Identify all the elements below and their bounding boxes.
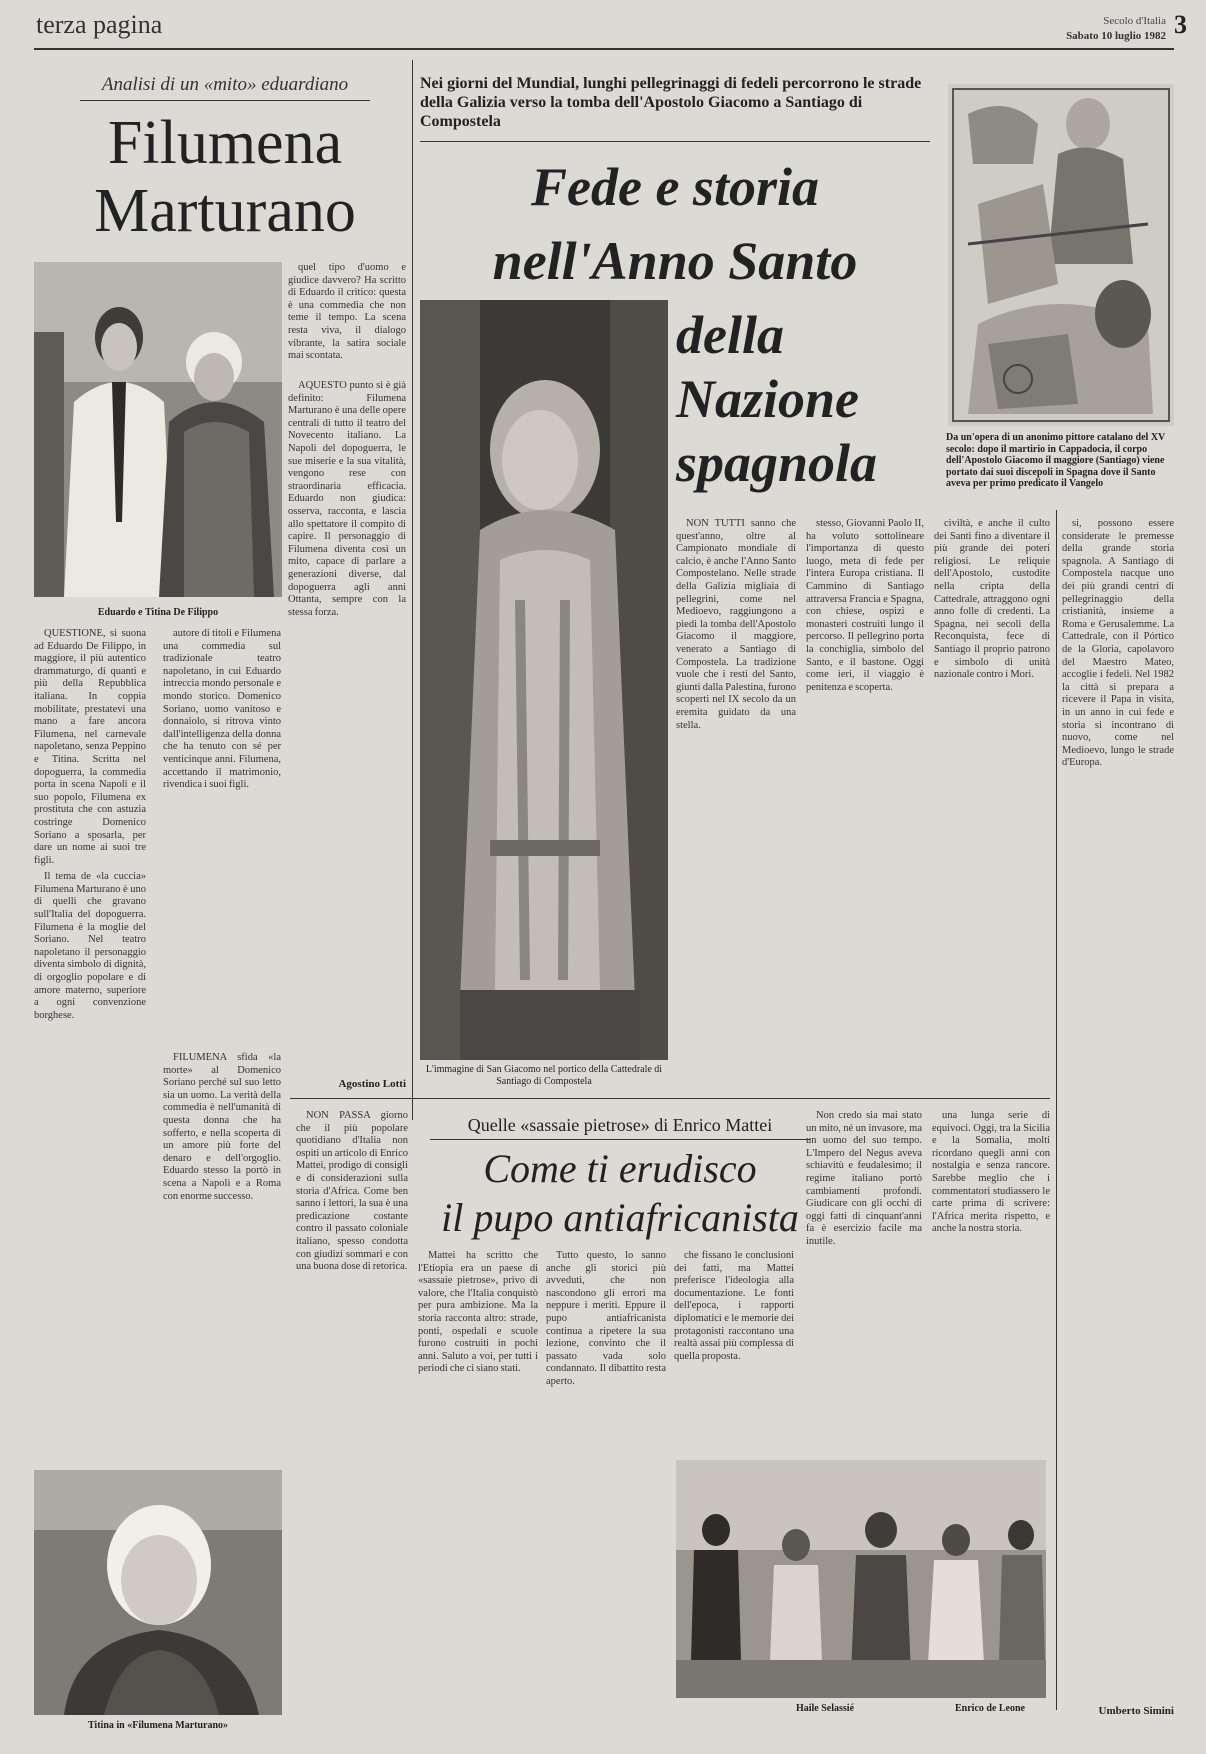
santiago-deck: Nei giorni del Mundial, lunghi pellegrinaggi di fedeli percorrono le strade della Galizia verso la tomba dell'Apostolo Giacomo a Santiago di Compostela bbox=[420, 75, 922, 130]
filumena-column-3 bbox=[288, 262, 406, 382]
filumena-column-3b bbox=[288, 380, 406, 1068]
santiago-headline-2: nell'Anno Santo bbox=[492, 231, 858, 291]
filumena-column-2b bbox=[163, 1052, 281, 1462]
mattei-col3-paragraph: Tutto questo, lo sanno anche gli storici più avveduti, che non nascondono gli errori ma neppure i meriti. Eppure il pupo antiafricanista continua a ripetere la sua lezione, convinto che il passato vada solo condannato. Il dibattito resta aperto. bbox=[546, 1250, 666, 1387]
photo-enrico-de-leone-caption: Enrico de Leone bbox=[955, 1703, 1025, 1714]
issue-date: Sabato 10 luglio 1982 bbox=[1066, 30, 1166, 42]
santiago-deck-rule bbox=[420, 141, 930, 142]
filumena-author: Agostino Lotti bbox=[338, 1078, 406, 1090]
santiago-headline-5: spagnola bbox=[676, 433, 878, 493]
mattei-col6-paragraph: una lunga serie di equivoci. Oggi, tra la Sicilia e la Somalia, molti ricordano quegli anni con nostalgia e senza rancore. Sarebbe meglio che i commentatori studiassero le carte prima di scrivere: l'Africa merita rispetto, e anche la nostra storia. bbox=[932, 1110, 1050, 1235]
filumena-column-1 bbox=[34, 628, 146, 1123]
mattei-headline-1: Come ti erudisco bbox=[483, 1146, 757, 1191]
santiago-column-4 bbox=[1062, 518, 1174, 1693]
photo-eduardo-titina-caption: Eduardo e Titina De Filippo bbox=[97, 607, 219, 618]
mattei-col4-paragraph: che fissano le conclusioni dei fatti, ma Mattei preferisce l'ideologia alla documentazione. Le fonti dell'epoca, i rapporti diplomatici e le memorie dei protagonisti raccontano una realtà assai più complessa di quella proposta. bbox=[674, 1250, 794, 1362]
filumena-kicker: Analisi di un «mito» eduardiano bbox=[101, 74, 349, 95]
santiago-col2-paragraph: stesso, Giovanni Paolo II, ha voluto sottolineare l'importanza di questo luogo, meta di fede per l'intera Europa cristiana. Il Cammino di Santiago attraversa Francia e Spagna, con chiese, ospizi e monasteri costruiti lungo il percorso. Il pellegrino porta la conchiglia, simbolo del Santo, e il bastone. Oggi come ieri, il viaggio è penitenza e scoperta. bbox=[806, 518, 924, 693]
mattei-column-2 bbox=[418, 1250, 538, 1720]
mattei-col1-paragraph: NON PASSA giorno che il più popolare quotidiano d'Italia non ospiti un articolo di Enrico Mattei, prodigo di consigli e di considerazioni sulla storia d'Africa. Come ben sanno i lettori, la sua è una predicazione costante contro il passato coloniale italiano, spesso condotta con giudizi sommari e con una buona dose di retorica. bbox=[296, 1110, 408, 1273]
filumena-column-2 bbox=[163, 628, 281, 1033]
mattei-column-3 bbox=[546, 1250, 666, 1720]
photo-titina bbox=[34, 1470, 282, 1715]
santiago-headline-3: della bbox=[676, 305, 784, 365]
filumena-title-line1: Filumena bbox=[107, 109, 343, 177]
santiago-headline-4: Nazione bbox=[676, 369, 860, 429]
kicker-underline bbox=[80, 100, 370, 101]
mattei-col2-paragraph: Mattei ha scritto che l'Etiopia era un paese di «sassaie pietrose», privo di valore, che l'Italia conquistò per pura ambizione. Ma la storia racconta altro: strade, ponti, ospedali e scuole furono costruiti in pochi anni. Saluto a voi, per tutti i periodi che ci siano stati. bbox=[418, 1250, 538, 1375]
filumena-col3-paragraph: quel tipo d'uomo e giudice davvero? Ha scritto di Eduardo il critico: questa è una commedia che non teme il tempo. La scena resta viva, il dialogo vibrante, la satira sociale mai scontata. bbox=[288, 262, 406, 362]
mattei-kicker: Quelle «sassaie pietrose» di Enrico Mattei bbox=[467, 1115, 773, 1135]
santiago-col3-paragraph: civiltà, e anche il culto dei Santi fino a diventare il più grande dei poteri religiosi. Le reliquie dell'Apostolo, custodite nella cripta della Cattedrale, attraggono ogni anno folle di credenti. La Spagna, nei secoli della Reconquista, fece di Santiago il proprio patrono e simbolo di unità nazionale contro i Mori. bbox=[934, 518, 1050, 681]
mattei-column-4 bbox=[674, 1250, 794, 1455]
filumena-col2-paragraph-2: FILUMENA sfida «la morte» al Domenico Soriano perché sul suo letto sia un uomo. La verità della commedia è nell'umanità di questa donna che ha sofferto, e nella scoperta di un amore più forte del denaro e dell'orgoglio. Eduardo stesso la portò in scena a Napoli e a Roma con enorme successo. bbox=[163, 1052, 281, 1202]
page-number: 3 bbox=[1174, 10, 1187, 39]
medieval-artwork bbox=[948, 84, 1174, 426]
santiago-column-3 bbox=[934, 518, 1050, 1073]
photo-san-giacomo-caption: L'immagine di San Giacomo nel portico della Cattedrale di Santiago di Compostela bbox=[425, 1064, 663, 1087]
section-label: terza pagina bbox=[36, 10, 163, 39]
mattei-col5-paragraph: Non credo sia mai stato un mito, né un invasore, ma un uomo del suo tempo. L'Impero del Negus aveva schiavitù e feudalesimo; il regime italiano portò cambiamenti profondi. Giudicare con gli occhi di oggi fatti di cinquant'anni fa è esercizio facile ma inutile. bbox=[806, 1110, 922, 1247]
filumena-title-line2: Marturano bbox=[94, 177, 356, 245]
filumena-col3-paragraph-2: AQUESTO punto si è già definito: Filumena Marturano è una delle opere centrali di tutto il teatro del Novecento italiano. La Napoli del dopoguerra, le sue miserie e la sua vitalità, vengono rese con straordinaria efficacia. Eduardo non giudica: osserva, racconta, e lascia allo spettatore il compito di capire. Il personaggio di Filumena diventa così un mito, capace di parlare a generazioni diverse, dal dopoguerra agli anni Ottanta, sempre con la stessa forza. bbox=[288, 380, 406, 618]
santiago-col4-paragraph: si, possono essere considerate le premesse della grande storia spagnola. A Santiago di Compostela nacque uno dei più grandi centri di pellegrinaggio della cristianità, insieme a Roma e Gerusalemme. La Cattedrale, con il Pórtico de la Gloria, capolavoro del Maestro Mateo, accoglie i fedeli. Nel 1982 la città si prepara a ricevere il Papa in visita, in un anno in cui fede e storia si incontrano di nuovo, come nel Medioevo, lungo le strade d'Europa. bbox=[1062, 518, 1174, 769]
bottom-section-rule bbox=[290, 1098, 1050, 1099]
filumena-col1-paragraph-2: Il tema de «la cuccia» Filumena Marturano è uno di quelli che gravano sull'Italia del dopoguerra. Filumena è la moglie del Soriano. Nel teatro napoletano il personaggio diventa simbolo di dignità, di orgoglio popolare e di amore materno, superiore a ogni convenzione borghese. bbox=[34, 871, 146, 1021]
photo-haile-selassie bbox=[676, 1460, 1046, 1698]
filumena-col2-paragraph: autore di titoli e Filumena una commedia sul tradizionale teatro napoletano, in cui Eduardo intreccia mondo personale e mondo storico. Domenico Soriano, uomo vanitoso e donnaiolo, si ritrova vinto dall'intelligenza della donna che ha tenuto con sé per venticinque anni. Filumena, accettando il matrimonio, rivendica i suoi figli. bbox=[163, 628, 281, 791]
mattei-column-1 bbox=[296, 1110, 408, 1715]
santiago-author: Umberto Simini bbox=[1098, 1705, 1174, 1717]
photo-san-giacomo bbox=[420, 300, 668, 1060]
santiago-col1-paragraph: NON TUTTI sanno che quest'anno, oltre al Campionato mondiale di calcio, è anche l'Anno Santo Compostelano. Nelle strade della Galizia migliaia di pellegrini, come nel Medioevo, raggiungono a piedi la tomba dell'Apostolo Giacomo il maggiore, venerato a Santiago di Compostela. La tradizione vuole che i resti del Santo, giunti dalla Palestina, furono scoperti nel IX secolo da un eremita guidato da una stella. bbox=[676, 518, 796, 731]
right-column-divider bbox=[1056, 510, 1057, 1710]
mattei-headline-2: il pupo antiafricanista bbox=[441, 1195, 799, 1240]
mattei-kicker-rule bbox=[430, 1139, 810, 1140]
medieval-artwork-caption: Da un'opera di un anonimo pittore catalano del XV secolo: dopo il martirio in Cappadocia, il corpo dell'Apostolo Giacomo il maggiore (Santiago) viene portato dai suoi discepoli in Spagna dove il Santo aveva per primo predicato il Vangelo bbox=[946, 432, 1166, 489]
header-rule bbox=[34, 48, 1174, 50]
santiago-headline-1: Fede e storia bbox=[531, 157, 819, 217]
filumena-col1-paragraph: QUESTIONE, si suona ad Eduardo De Filippo, in maggiore, il più autentico drammaturgo, di quanti e più della Repubblica italiana. In coppia mobilitate, prestatevi una mano a fare ancora Filumena, nel carnevale napoletano, senza Peppino e Titina. Scritta nel dopoguerra, la commedia porta in scena Napoli e il suo popolo, Filumena ex prostituta che con astuzia costringe Domenico Soriano a sposarla, per dare un nome ai suoi tre figli. bbox=[34, 628, 146, 866]
photo-haile-selassie-caption: Haile Selassié bbox=[795, 1703, 855, 1714]
paper-name: Secolo d'Italia bbox=[1103, 15, 1166, 27]
mattei-column-5 bbox=[806, 1110, 922, 1465]
photo-titina-caption: Titina in «Filumena Marturano» bbox=[87, 1720, 229, 1731]
photo-eduardo-titina bbox=[34, 262, 282, 597]
santiago-column-1 bbox=[676, 518, 796, 1073]
left-column-divider bbox=[412, 60, 413, 1120]
santiago-column-2 bbox=[806, 518, 924, 1073]
